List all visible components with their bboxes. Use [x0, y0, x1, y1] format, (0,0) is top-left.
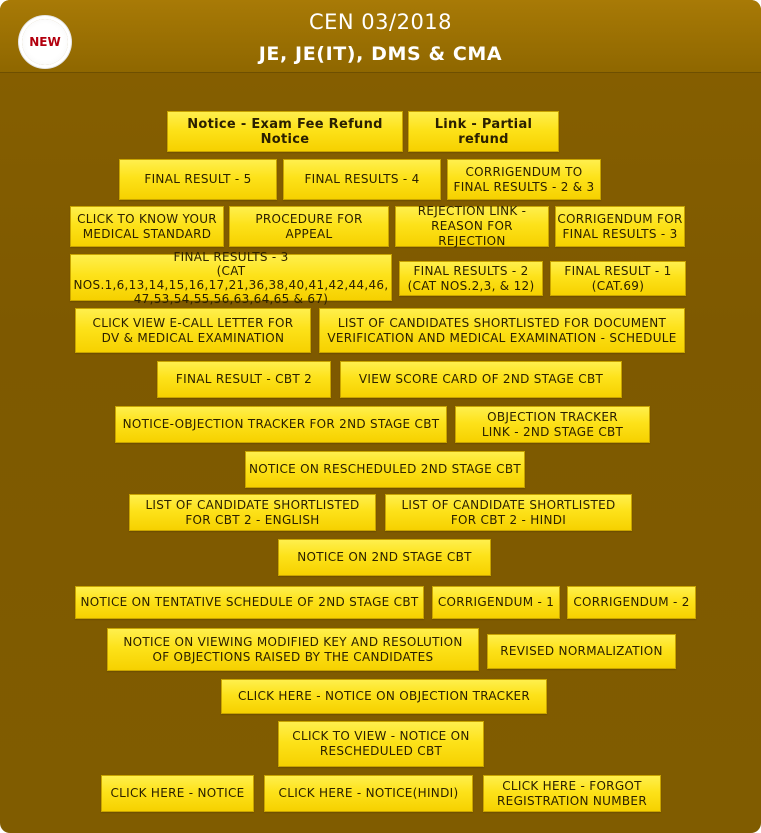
objection-tracker-link-button[interactable]: OBJECTION TRACKER LINK - 2ND STAGE CBT — [455, 406, 650, 443]
corrigendum-final-results-2-3-button[interactable]: CORRIGENDUM TO FINAL RESULTS - 2 & 3 — [447, 159, 601, 200]
procedure-for-appeal-button[interactable]: PROCEDURE FOR APPEAL — [229, 206, 389, 247]
e-call-letter-button[interactable]: CLICK VIEW E-CALL LETTER FOR DV & MEDICAL EXAMINATION — [75, 308, 311, 353]
notice-button[interactable]: CLICK HERE - NOTICE — [101, 775, 254, 812]
corrigendum-1-button[interactable]: CORRIGENDUM - 1 — [432, 586, 560, 619]
rescheduled-cbt-notice-button[interactable]: CLICK TO VIEW - NOTICE ON RESCHEDULED CBT — [278, 721, 484, 767]
rejection-link-button[interactable]: REJECTION LINK - REASON FOR REJECTION — [395, 206, 549, 247]
modified-key-notice-button[interactable]: NOTICE ON VIEWING MODIFIED KEY AND RESOLUTION OF OBJECTIONS RAISED BY THE CANDIDATES — [107, 628, 479, 671]
final-result-cbt-2-button[interactable]: FINAL RESULT - CBT 2 — [157, 361, 331, 398]
notice-objection-tracker-link-button[interactable]: CLICK HERE - NOTICE ON OBJECTION TRACKER — [221, 679, 547, 714]
new-badge-label: NEW — [29, 35, 61, 49]
rescheduled-2nd-stage-notice-button[interactable]: NOTICE ON RESCHEDULED 2ND STAGE CBT — [245, 451, 525, 488]
corrigendum-2-button[interactable]: CORRIGENDUM - 2 — [567, 586, 696, 619]
score-card-2nd-stage-button[interactable]: VIEW SCORE CARD OF 2ND STAGE CBT — [340, 361, 622, 398]
page-title: CEN 03/2018 — [308, 10, 453, 34]
final-results-3-button[interactable]: FINAL RESULTS - 3 (CAT NOS.1,6,13,14,15,16,17,21,36,38,40,41,42,44,46, 47,53,54,55,56,63,64,65 & 67) — [70, 254, 392, 301]
exam-fee-refund-notice-button[interactable]: Notice - Exam Fee Refund Notice — [167, 111, 403, 152]
notice-2nd-stage-cbt-button[interactable]: NOTICE ON 2ND STAGE CBT — [278, 539, 491, 576]
partial-refund-link-button[interactable]: Link - Partial refund — [408, 111, 559, 152]
notice-objection-tracker-button[interactable]: NOTICE-OBJECTION TRACKER FOR 2ND STAGE CBT — [115, 406, 447, 443]
panel-header — [0, 0, 761, 73]
final-result-1-button[interactable]: FINAL RESULT - 1 (CAT.69) — [550, 261, 686, 296]
final-result-5-button[interactable]: FINAL RESULT - 5 — [119, 159, 277, 200]
shortlisted-cbt2-english-button[interactable]: LIST OF CANDIDATE SHORTLISTED FOR CBT 2 - ENGLISH — [129, 494, 376, 531]
revised-normalization-button[interactable]: REVISED NORMALIZATION — [487, 634, 676, 669]
medical-standard-button[interactable]: CLICK TO KNOW YOUR MEDICAL STANDARD — [70, 206, 224, 247]
page-subtitle: JE, JE(IT), DMS & CMA — [258, 43, 503, 65]
tentative-schedule-notice-button[interactable]: NOTICE ON TENTATIVE SCHEDULE OF 2ND STAGE CBT — [75, 586, 424, 619]
corrigendum-final-results-3-button[interactable]: CORRIGENDUM FOR FINAL RESULTS - 3 — [555, 206, 685, 247]
shortlisted-dv-medical-schedule-button[interactable]: LIST OF CANDIDATES SHORTLISTED FOR DOCUMENT VERIFICATION AND MEDICAL EXAMINATION - SCHEDULE — [319, 308, 685, 353]
final-results-2-button[interactable]: FINAL RESULTS - 2 (CAT NOS.2,3, & 12) — [399, 261, 543, 296]
final-results-4-button[interactable]: FINAL RESULTS - 4 — [283, 159, 441, 200]
notice-hindi-button[interactable]: CLICK HERE - NOTICE(HINDI) — [264, 775, 473, 812]
shortlisted-cbt2-hindi-button[interactable]: LIST OF CANDIDATE SHORTLISTED FOR CBT 2 - HINDI — [385, 494, 632, 531]
forgot-registration-number-button[interactable]: CLICK HERE - FORGOT REGISTRATION NUMBER — [483, 775, 661, 812]
